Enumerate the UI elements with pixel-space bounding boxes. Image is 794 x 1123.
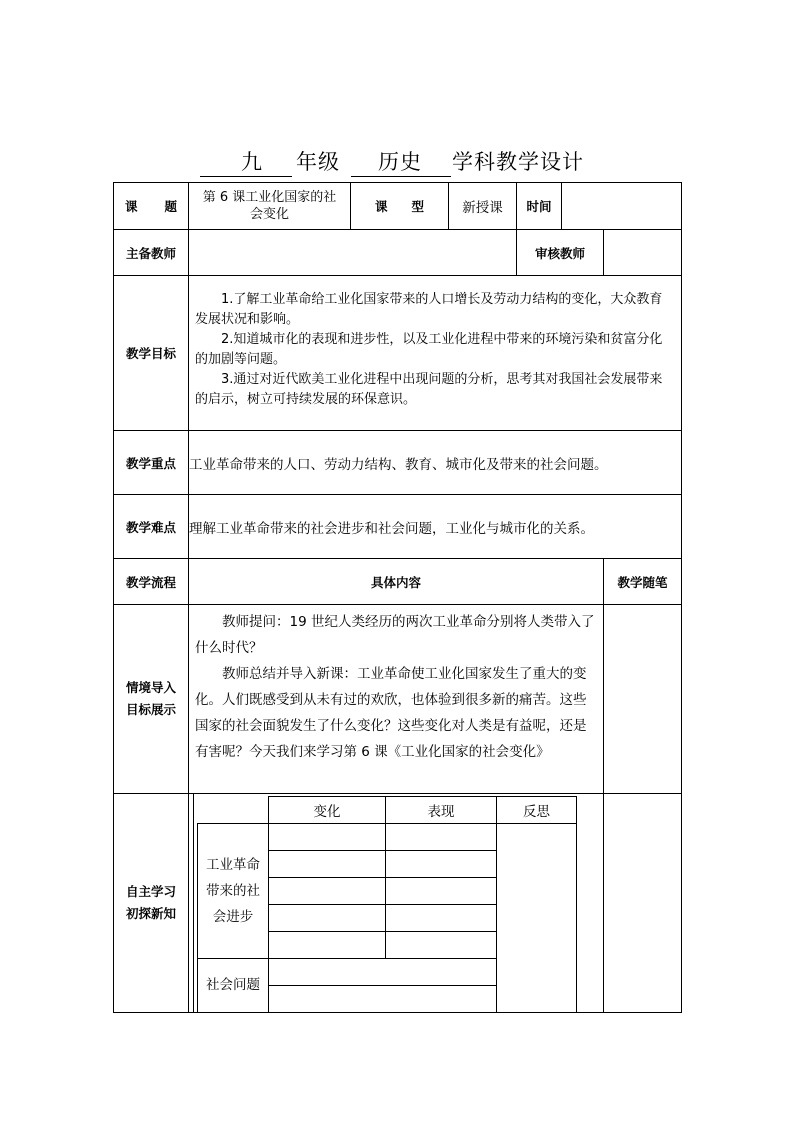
row-goals bbox=[114, 276, 682, 431]
content-header: 具体内容 bbox=[189, 559, 604, 605]
self-study-notes bbox=[604, 794, 682, 1013]
type-label-char2: 型 bbox=[411, 199, 424, 214]
cell-change[interactable] bbox=[269, 931, 386, 958]
cell-performance[interactable] bbox=[386, 850, 497, 877]
self-study-label-line1: 自主学习 bbox=[125, 884, 176, 899]
cell-change[interactable] bbox=[269, 850, 386, 877]
self-study-label-line2: 初探新知 bbox=[125, 906, 176, 921]
cell-problem[interactable] bbox=[269, 958, 497, 985]
cell-performance[interactable] bbox=[386, 931, 497, 958]
row-flow-header bbox=[114, 559, 682, 605]
intro-label-cell bbox=[114, 605, 189, 794]
title-underline-subject bbox=[351, 176, 451, 177]
time-value bbox=[562, 183, 682, 230]
flow-label: 教学流程 bbox=[114, 559, 189, 605]
difficulty-text: 理解工业革命带来的社会进步和社会问题，工业化与城市化的关系。 bbox=[189, 495, 682, 559]
main-teacher-label: 主备教师 bbox=[114, 230, 189, 276]
time-label: 时间 bbox=[517, 183, 562, 230]
difficulty-label: 教学难点 bbox=[114, 495, 189, 559]
review-teacher-value bbox=[604, 230, 682, 276]
goal-item: 3.通过对近代欧美工业化进程中出现问题的分析，思考其对我国社会发展带来的启示，树立可持续发展的环保意识。 bbox=[195, 372, 663, 407]
lesson-label-cell bbox=[114, 183, 189, 230]
self-study-content bbox=[189, 794, 604, 1013]
title-subject: 历史 bbox=[378, 150, 422, 174]
cell-problem[interactable] bbox=[269, 985, 497, 1012]
type-label-cell bbox=[351, 183, 449, 230]
title-grade: 九 bbox=[241, 150, 263, 174]
intro-label-line1: 情境导入 bbox=[125, 680, 176, 695]
row-difficulty bbox=[114, 495, 682, 559]
cell-performance[interactable] bbox=[386, 904, 497, 931]
goals-content bbox=[189, 276, 682, 431]
header-reflection: 反思 bbox=[497, 797, 577, 824]
lesson-label-char2: 题 bbox=[164, 199, 177, 214]
intro-notes bbox=[604, 605, 682, 794]
lesson-plan-table bbox=[113, 182, 682, 1013]
group-problems: 社会问题 bbox=[198, 958, 269, 1012]
document-title bbox=[0, 146, 794, 178]
cell-change[interactable] bbox=[269, 877, 386, 904]
goal-item: 2.知道城市化的表现和进步性，以及工业化进程中带来的环境污染和贫富分化的加剧等问题。 bbox=[195, 332, 663, 367]
row-lesson-info bbox=[114, 183, 682, 230]
row-focus bbox=[114, 431, 682, 495]
cell-change[interactable] bbox=[269, 904, 386, 931]
cell-performance[interactable] bbox=[386, 823, 497, 850]
review-teacher-label: 审核教师 bbox=[517, 230, 604, 276]
row-self-study bbox=[114, 794, 682, 1013]
main-teacher-value bbox=[189, 230, 517, 276]
cell-change[interactable] bbox=[269, 823, 386, 850]
corner-cell bbox=[198, 797, 269, 824]
change-table bbox=[197, 796, 577, 1013]
intro-content bbox=[189, 605, 604, 794]
notes-header: 教学随笔 bbox=[604, 559, 682, 605]
intro-label-line2: 目标展示 bbox=[125, 702, 176, 717]
intro-summary: 教师总结并导入新课：工业革命使工业化国家发生了重大的变化。人们既感受到从未有过的欢欣，也体验到很多新的痛苦。这些国家的社会面貌发生了什么变化？这些变化对人类是有益呢，还是有害呢？今天我们来学习第 6 课《工业化国家的社会变化》 bbox=[195, 666, 587, 760]
self-study-label-cell bbox=[114, 794, 189, 1013]
row-teachers bbox=[114, 230, 682, 276]
goals-label: 教学目标 bbox=[114, 276, 189, 431]
goal-item: 1.了解工业革命给工业化国家带来的人口增长及劳动力结构的变化，大众教育发展状况和影响。 bbox=[195, 292, 663, 327]
type-value: 新授课 bbox=[449, 183, 517, 230]
title-grade-suffix: 年级 bbox=[296, 150, 340, 174]
header-performance: 表现 bbox=[386, 797, 497, 824]
cell-performance[interactable] bbox=[386, 877, 497, 904]
lesson-title: 第 6 课工业化国家的社会变化 bbox=[189, 183, 351, 230]
lesson-label-char1: 课 bbox=[125, 199, 138, 214]
group-progress: 工业革命带来的社会进步 bbox=[198, 823, 269, 958]
cell-reflection[interactable] bbox=[497, 823, 577, 1012]
type-label-char1: 课 bbox=[375, 199, 388, 214]
header-change: 变化 bbox=[269, 797, 386, 824]
intro-question: 教师提问：19 世纪人类经历的两次工业革命分别将人类带入了什么时代？ bbox=[195, 614, 595, 656]
focus-text: 工业革命带来的人口、劳动力结构、教育、城市化及带来的社会问题。 bbox=[189, 431, 682, 495]
title-underline-grade bbox=[200, 176, 292, 177]
row-intro bbox=[114, 605, 682, 794]
title-suffix: 学科教学设计 bbox=[452, 150, 584, 174]
inner-side-line bbox=[193, 794, 194, 1012]
focus-label: 教学重点 bbox=[114, 431, 189, 495]
